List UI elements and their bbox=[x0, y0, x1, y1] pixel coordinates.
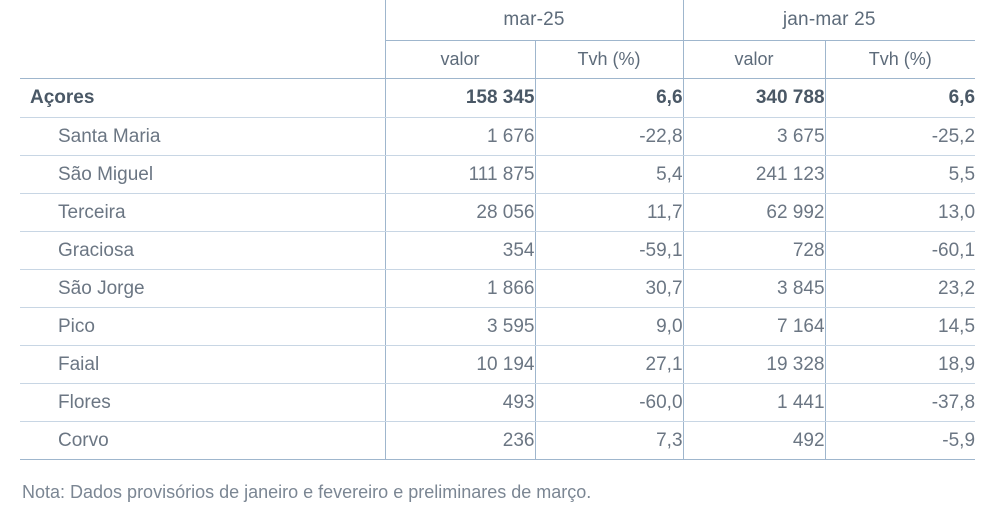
row-label: Corvo bbox=[20, 422, 385, 460]
cell-janmar-tvh: -5,9 bbox=[825, 422, 975, 460]
cell-mar-valor: 1 676 bbox=[385, 118, 535, 156]
row-label: Pico bbox=[20, 308, 385, 346]
cell-mar-valor: 493 bbox=[385, 384, 535, 422]
cell-mar-valor: 10 194 bbox=[385, 346, 535, 384]
cell-mar-valor: 3 595 bbox=[385, 308, 535, 346]
table-row bbox=[20, 118, 975, 156]
row-label: Açores bbox=[20, 79, 385, 118]
sub-header-mar-tvh: Tvh (%) bbox=[535, 41, 683, 79]
sub-header-mar-valor: valor bbox=[385, 41, 535, 79]
cell-janmar-tvh: 13,0 bbox=[825, 194, 975, 232]
row-label: Graciosa bbox=[20, 232, 385, 270]
cell-mar-tvh: 6,6 bbox=[535, 79, 683, 118]
row-label: Terceira bbox=[20, 194, 385, 232]
row-label: São Miguel bbox=[20, 156, 385, 194]
cell-janmar-valor: 7 164 bbox=[683, 308, 825, 346]
group-header-empty bbox=[20, 0, 385, 41]
cell-janmar-tvh: 18,9 bbox=[825, 346, 975, 384]
sub-header-row bbox=[20, 41, 975, 79]
cell-mar-tvh: -60,0 bbox=[535, 384, 683, 422]
table-row bbox=[20, 232, 975, 270]
cell-mar-tvh: 5,4 bbox=[535, 156, 683, 194]
row-label: São Jorge bbox=[20, 270, 385, 308]
sub-header-janmar-tvh: Tvh (%) bbox=[825, 41, 975, 79]
cell-mar-tvh: -59,1 bbox=[535, 232, 683, 270]
sub-header-janmar-valor: valor bbox=[683, 41, 825, 79]
cell-mar-valor: 158 345 bbox=[385, 79, 535, 118]
cell-janmar-valor: 492 bbox=[683, 422, 825, 460]
cell-janmar-valor: 241 123 bbox=[683, 156, 825, 194]
cell-mar-tvh: 27,1 bbox=[535, 346, 683, 384]
group-header-row bbox=[20, 0, 975, 41]
cell-janmar-valor: 728 bbox=[683, 232, 825, 270]
table-row bbox=[20, 346, 975, 384]
table-head bbox=[20, 0, 975, 79]
sub-header-empty bbox=[20, 41, 385, 79]
cell-mar-valor: 28 056 bbox=[385, 194, 535, 232]
cell-janmar-tvh: 5,5 bbox=[825, 156, 975, 194]
table-note: Nota: Dados provisórios de janeiro e fevereiro e preliminares de março. bbox=[22, 482, 592, 502]
table-row bbox=[20, 79, 975, 118]
table-row bbox=[20, 384, 975, 422]
cell-mar-valor: 1 866 bbox=[385, 270, 535, 308]
table-row bbox=[20, 270, 975, 308]
table-row bbox=[20, 156, 975, 194]
row-label: Flores bbox=[20, 384, 385, 422]
cell-janmar-valor: 3 845 bbox=[683, 270, 825, 308]
table-body bbox=[20, 79, 975, 460]
cell-janmar-tvh: -37,8 bbox=[825, 384, 975, 422]
cell-mar-valor: 236 bbox=[385, 422, 535, 460]
cell-janmar-valor: 1 441 bbox=[683, 384, 825, 422]
cell-mar-tvh: 7,3 bbox=[535, 422, 683, 460]
cell-janmar-valor: 19 328 bbox=[683, 346, 825, 384]
cell-mar-tvh: 30,7 bbox=[535, 270, 683, 308]
cell-janmar-tvh: -25,2 bbox=[825, 118, 975, 156]
table-row bbox=[20, 194, 975, 232]
cell-janmar-valor: 62 992 bbox=[683, 194, 825, 232]
group-header-mar25: mar-25 bbox=[385, 0, 683, 41]
cell-janmar-tvh: -60,1 bbox=[825, 232, 975, 270]
table-row bbox=[20, 308, 975, 346]
cell-janmar-valor: 3 675 bbox=[683, 118, 825, 156]
cell-mar-tvh: -22,8 bbox=[535, 118, 683, 156]
row-label: Faial bbox=[20, 346, 385, 384]
row-label: Santa Maria bbox=[20, 118, 385, 156]
cell-janmar-tvh: 6,6 bbox=[825, 79, 975, 118]
statistics-table bbox=[20, 0, 975, 460]
table-row bbox=[20, 422, 975, 460]
cell-mar-tvh: 11,7 bbox=[535, 194, 683, 232]
cell-janmar-tvh: 23,2 bbox=[825, 270, 975, 308]
group-header-jan-mar25: jan-mar 25 bbox=[683, 0, 975, 41]
cell-mar-valor: 111 875 bbox=[385, 156, 535, 194]
cell-janmar-tvh: 14,5 bbox=[825, 308, 975, 346]
cell-janmar-valor: 340 788 bbox=[683, 79, 825, 118]
cell-mar-tvh: 9,0 bbox=[535, 308, 683, 346]
cell-mar-valor: 354 bbox=[385, 232, 535, 270]
